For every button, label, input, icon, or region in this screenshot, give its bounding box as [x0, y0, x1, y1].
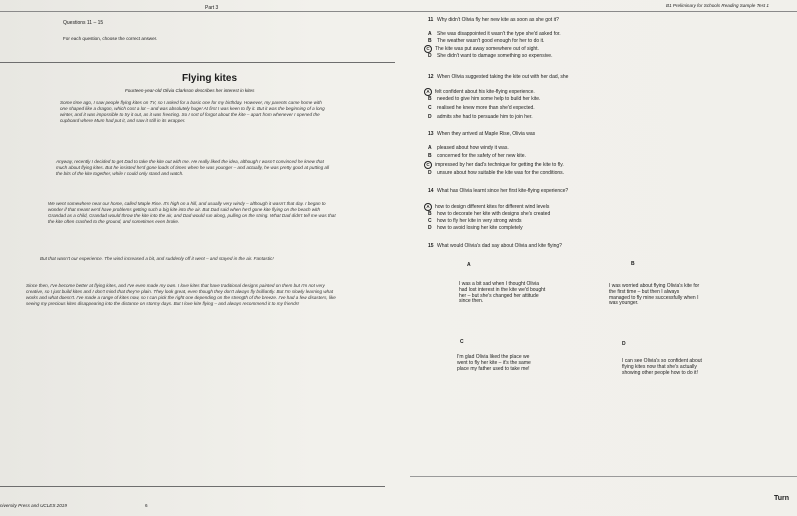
q12-option-a[interactable]: A felt confident about his kite-flying experience. — [424, 88, 535, 96]
q14-stem: 14 What has Olivia learnt since her first kite-flying experience? — [428, 188, 569, 194]
q14-option-a[interactable]: A how to design different kites for different wind levels — [424, 203, 549, 211]
q11-stem — [428, 17, 559, 23]
q11-number: 11 — [428, 17, 434, 23]
q11-option-d[interactable]: D She didn't want to damage something so expensive. — [428, 53, 553, 59]
q14-option-d[interactable]: D how to avoid losing her kite completely — [428, 225, 523, 231]
top-rule — [0, 11, 797, 12]
q13-stem: 13 When they arrived at Maple Rise, Olivia was — [428, 131, 536, 137]
selected-answer-circle-icon: A — [424, 203, 432, 211]
right-bottom-rule — [410, 476, 797, 477]
article-title: Flying kites — [182, 73, 238, 84]
q13-option-c[interactable]: C impressed by her dad's technique for getting the kite to fly. — [424, 161, 564, 169]
q13-option-a[interactable]: A pleased about how windy it was. — [428, 145, 509, 151]
q15-box-b[interactable]: I was worried about flying Olivia's kite for the first time – but then I always managed to fly mine successfully when I was younger. — [609, 283, 700, 307]
q15-box-d[interactable]: I can see Olivia's so confident about flying kites now that she's actually showing other people how to do it! — [622, 358, 702, 376]
q12-option-b[interactable]: B needed to give him some help to build her kite. — [428, 96, 541, 102]
selected-answer-circle-icon: A — [424, 88, 432, 96]
q11-text: Why didn't Olivia fly her new kite as soon as she got it? — [437, 17, 559, 23]
q15-stem: 15 What would Olivia's dad say about Olivia and kite flying? — [428, 243, 562, 249]
article-paragraph-1: Some time ago, I saw people flying kites on TV, so I asked for a basic one for my birthday. However, my parents came home with one shaped like a dragon, which cost a lot – and was absolutely huge! At first I was keen to fly it. But it was the beginning of a long winter, and it was impossible to try it out, as it was freezing. So I sort of forgot about the kite – apart from whenever I opened the cupboard where Mum had put it, and saw it still in its wrapper. — [60, 100, 325, 123]
q15-box-b-letter: B — [631, 261, 635, 267]
article-paragraph-4: But that wasn't our experience. The wind increased a bit, and suddenly off it went – and stayed in the air. Fantastic! — [40, 256, 274, 261]
q14-option-c[interactable]: C how to fly her kite in very strong winds — [428, 218, 522, 224]
q15-box-c[interactable]: I'm glad Olivia liked the place we went to fly her kite – it's the same place my father used to take me! — [457, 354, 531, 372]
article-paragraph-5: Since then, I've become better at flying kites, and I've even made my own. I love kites that have traditional designs painted on them but I'm not very creative, so I just build kites and I don't mind that they're plain. They look great, even though they don't always fly brilliantly. But I'm slowly learning what works and what doesn't. I've made a range of kites now, so I can pick the right one depending on the strength of the breeze. I've had a few disasters, like seeing my precious kites disappearing into the distance on stormy days. But I love kite flying – and always recommend it to my friends! — [26, 283, 336, 306]
q13-option-d[interactable]: D unsure about how suitable the kite was for the conditions. — [428, 170, 565, 176]
article-bottom-rule — [0, 486, 385, 487]
q13-option-b[interactable]: B concerned for the safety of her new kite. — [428, 153, 526, 159]
q15-box-d-letter: D — [622, 341, 626, 347]
article-top-rule — [0, 62, 395, 63]
q15-box-c-letter: C — [460, 339, 464, 345]
q15-box-a-letter: A — [467, 262, 471, 268]
article-subtitle: Fourteen-year-old Olivia Clarkson describes her interest in kites — [125, 88, 255, 93]
q12-option-c[interactable]: C realised he knew more than she'd expected. — [428, 105, 535, 111]
q15-box-a[interactable]: I was a bit sad when I thought Olivia had lost interest in the kite we'd bought her – but she's changed her attitude since then. — [459, 281, 546, 305]
selected-answer-circle-icon: C — [424, 161, 432, 169]
q11-option-c[interactable]: C The kite was put away somewhere out of sight. — [424, 45, 539, 53]
instruction: For each question, choose the correct answer. — [63, 36, 158, 41]
copyright-footer: niversity Press and UCLES 2019 — [0, 503, 67, 508]
turn-over-label: Turn — [774, 495, 790, 502]
exam-title: B1 Preliminary for Schools Reading Sample Test 1 — [666, 3, 769, 8]
page-number: 6 — [145, 503, 148, 508]
q11-option-a[interactable]: A She was disappointed it wasn't the type she'd asked for. — [428, 31, 561, 37]
q14-option-b[interactable]: B how to decorate her kite with designs she's created — [428, 211, 551, 217]
questions-label: Questions 11 – 15 — [63, 20, 104, 26]
part-label: Part 3 — [205, 5, 219, 11]
article-paragraph-3: We went somewhere near our home, called Maple Rise. It's high on a hill, and usually very windy – although it wasn't that day. I began to wonder if that meant we'd have problems getting such a big kite into the air. But Dad said when he'd gone kite flying on the beach with Grandad as a child, Grandad would throw the kite into the air, and Dad would run along, pulling on the string. What Dad didn't tell me was that the kite often crashed to the ground, and sometimes even broke. — [48, 201, 336, 224]
q12-stem: 12 When Olivia suggested taking the kite out with her dad, she — [428, 74, 569, 80]
q12-option-d[interactable]: D admits she had to persuade him to join her. — [428, 114, 533, 120]
article-paragraph-2: Anyway, recently I decided to get Dad to take the kite out with me. He really liked the idea, although I wasn't convinced he knew that much about flying kites. But he insisted he'd gone loads of times when he was younger – and actually, he was pretty good at putting all the bits of the kite together, while I could only stand and watch. — [56, 159, 330, 176]
selected-answer-circle-icon: C — [424, 45, 432, 53]
q11-option-b[interactable]: B The weather wasn't good enough for her to do it. — [428, 38, 545, 44]
